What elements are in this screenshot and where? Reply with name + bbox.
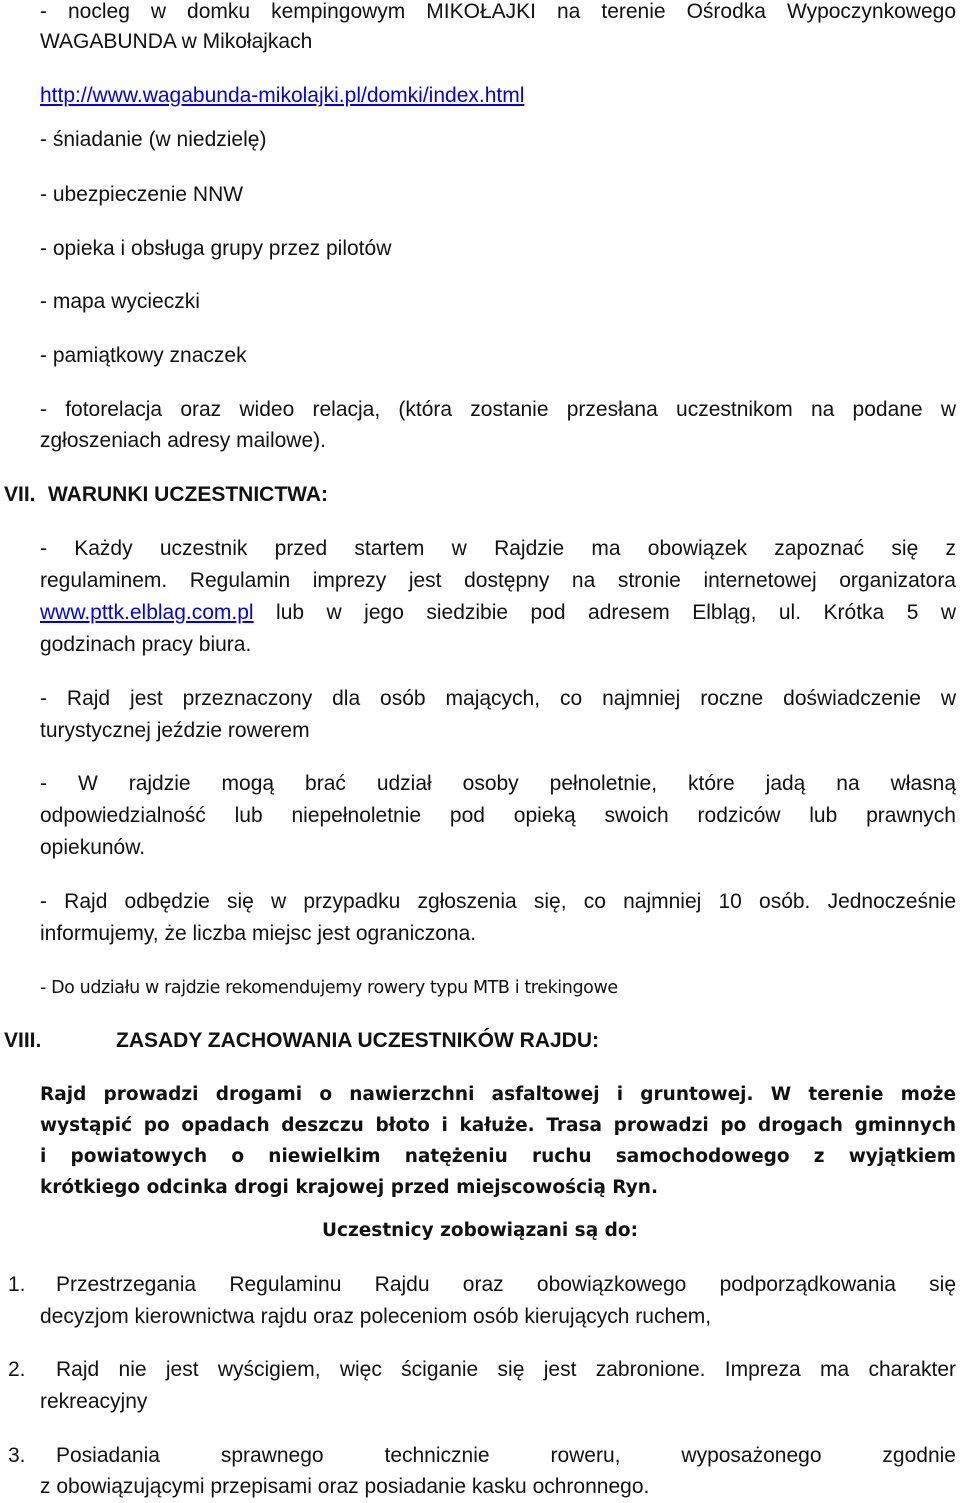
list-item: decyzjom kierownictwa rajdu oraz poleceniom osób kierujących ruchem,	[40, 1305, 712, 1328]
text-line: wystąpić po opadach deszczu błoto i kałuże. Trasa prowadzi po drogach gminnych	[40, 1115, 956, 1136]
text-line: - Rajd odbędzie się w przypadku zgłoszenia się, co najmniej 10 osób. Jednocześnie	[40, 890, 956, 913]
list-item: - mapa wycieczki	[40, 290, 200, 313]
text-line: zgłoszeniach adresy mailowe).	[40, 429, 326, 452]
wagabunda-link[interactable]: http://www.wagabunda-mikolajki.pl/domki/index.html	[40, 84, 525, 107]
text-line: krótkiego odcinka drogi krajowej przed miejscowością Ryn.	[40, 1177, 658, 1198]
text-line: - Każdy uczestnik przed startem w Rajdzie ma obowiązek zapoznać się z	[40, 537, 956, 560]
list-number: 3.	[8, 1444, 26, 1467]
text-line: godzinach pracy biura.	[40, 633, 252, 656]
section-title: WARUNKI UCZESTNICTWA:	[48, 483, 328, 506]
section-title: ZASADY ZACHOWANIA UCZESTNIKÓW RAJDU:	[116, 1029, 599, 1052]
pttk-link[interactable]: www.pttk.elblag.com.pl	[40, 601, 254, 624]
text-line	[40, 599, 956, 627]
text-line: regulaminem. Regulamin imprezy jest dostępny na stronie internetowej organizatora	[40, 569, 956, 592]
text-line: WAGABUNDA w Mikołajkach	[40, 30, 313, 53]
section-number: VIII.	[4, 1029, 42, 1052]
list-item: Posiadania sprawnego technicznie roweru, wyposażonego zgodnie	[56, 1444, 956, 1467]
text-line: odpowiedzialność lub niepełnoletnie pod opieką swoich rodziców lub prawnych	[40, 804, 956, 827]
section-number: VII.	[4, 483, 36, 506]
text-line: - fotorelacja oraz wideo relacja, (która zostanie przesłana uczestnikom na podane w	[40, 398, 956, 421]
list-item: - opieka i obsługa grupy przez pilotów	[40, 237, 392, 260]
list-number: 1.	[8, 1273, 26, 1296]
text-line: informujemy, że liczba miejsc jest ograniczona.	[40, 922, 477, 945]
text-line: turystycznej jeździe rowerem	[40, 719, 310, 742]
text-span: lub w jego siedzibie pod adresem Elbląg, ul. Krótka 5 w	[253, 601, 956, 624]
text-line: - Do udziału w rajdzie rekomendujemy rowery typu MTB i trekingowe	[40, 978, 618, 998]
subheading: Uczestnicy zobowiązani są do:	[322, 1220, 638, 1241]
list-item: Przestrzegania Regulaminu Rajdu oraz obowiązkowego podporządkowania się	[56, 1273, 956, 1296]
text-line: - Rajd jest przeznaczony dla osób mających, co najmniej roczne doświadczenie w	[40, 687, 956, 710]
list-item: Rajd nie jest wyścigiem, więc ściganie się jest zabronione. Impreza ma charakter	[56, 1358, 956, 1381]
text-line: - nocleg w domku kempingowym MIKOŁAJKI na terenie Ośrodka Wypoczynkowego	[40, 0, 956, 23]
text-line: Rajd prowadzi drogami o nawierzchni asfaltowej i gruntowej. W terenie może	[40, 1084, 956, 1105]
list-item: - pamiątkowy znaczek	[40, 344, 247, 367]
text-line	[40, 82, 956, 110]
text-line: opiekunów.	[40, 836, 146, 859]
list-number: 2.	[8, 1358, 26, 1381]
text-line: - W rajdzie mogą brać udział osoby pełnoletnie, które jadą na własną	[40, 772, 956, 795]
list-item: - ubezpieczenie NNW	[40, 183, 244, 206]
list-item: z obowiązującymi przepisami oraz posiadanie kasku ochronnego.	[40, 1475, 650, 1498]
list-item: rekreacyjny	[40, 1390, 148, 1413]
list-item: - śniadanie (w niedzielę)	[40, 128, 267, 151]
text-line: i powiatowych o niewielkim natężeniu ruchu samochodowego z wyjątkiem	[40, 1146, 956, 1167]
